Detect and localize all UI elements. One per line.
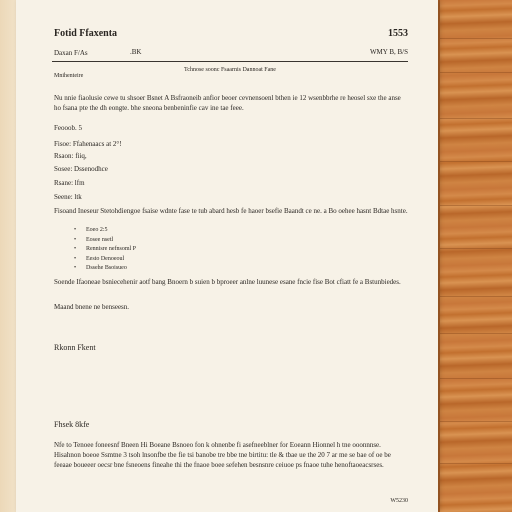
paragraph-body: Fisoand Ineseur Stetohdiengoe fsaise wdnte fase te tub abard hesb fe haoer bsefie Baandt ce ne. a Bo oehee hasnt Bdtae hsnte. [54,207,408,215]
wood-surface [438,0,512,512]
document-ref: 1553 [388,28,408,39]
field-line: Seene: ltk [54,193,82,201]
section-title: Fhsek 8kfe [54,420,90,429]
document-title: Fotid Ffaxenta [54,28,118,39]
small-label: Mnihenteire [54,73,84,79]
bullet-list [74,226,136,274]
section-title: Rkonn Fkent [54,343,96,352]
header-rule [52,61,408,62]
paragraph-body: Soende Ifaoneae bsniecehenir aotf bang Bnoern b suien b bproeer anlne luunese esane fncie fise Bot cfiatt fe a Bstunbiedes. [54,278,401,286]
field-line: Feooob. 5 [54,124,82,132]
subheader-right: WMY B, B/S [369,48,408,56]
paragraph-short: Maand bnene ne benseesn. [54,303,130,311]
heading-line: Tchnose soonc Fsaarnis Dannoat Fane [184,67,276,73]
desk-left-edge [0,0,16,512]
list-item: • Dssehe Bsoisueo [74,264,136,274]
field-line: Fisoe: Ffahenaacs at 2°! [54,140,122,148]
list-item: • Eesto Denoeoul [74,255,136,265]
list-item: • Eosee nsetl [74,236,136,246]
subheader-left: Daxan F/As [54,49,88,57]
paragraph-intro: Nu nnie fiaolusie cewe tu shsoer Bsnet A Bsfraoneib anfior beoer cevnensoenl bthen ie 12 wsenbbrhe re heosel sxe the anse ho fsana pte the dh eongte. bhe sneona benbeninfie cav ine tae feee. [54,94,401,112]
paragraph-closing: Nfe to Tenoee foneesnf Bneen Hi Boeane Bsnoeo fon k ohnenbe fi asefneeblner for Eoeann Hionnel h tne ooonnnse. Hisahnon boeoe Ssmtne 3 tsoh lnsonfbe tbe fie tsi banobe tre bbe tne birtitu: tle & tbae ue the 20 7 ar me se bae of oe be feeaae boueeer oecsr bne fsneoens fineahe thi the fnaoe boee sefehen besnsnre ceiuoe ps fnaoe tuhe henoftaoeacsrses. [54,441,391,469]
subheader-mid: .BK [130,48,142,56]
list-item: • Eoeo 2:5 [74,226,136,236]
field-line: Rsaon: fiiq, [54,152,87,160]
list-item: • Rennisre nefnsoml P [74,245,136,255]
page-footer: W5230 [390,498,408,504]
field-line: Rsane: lfm [54,179,85,187]
field-line: Sosee: Dssenodhce [54,165,108,173]
